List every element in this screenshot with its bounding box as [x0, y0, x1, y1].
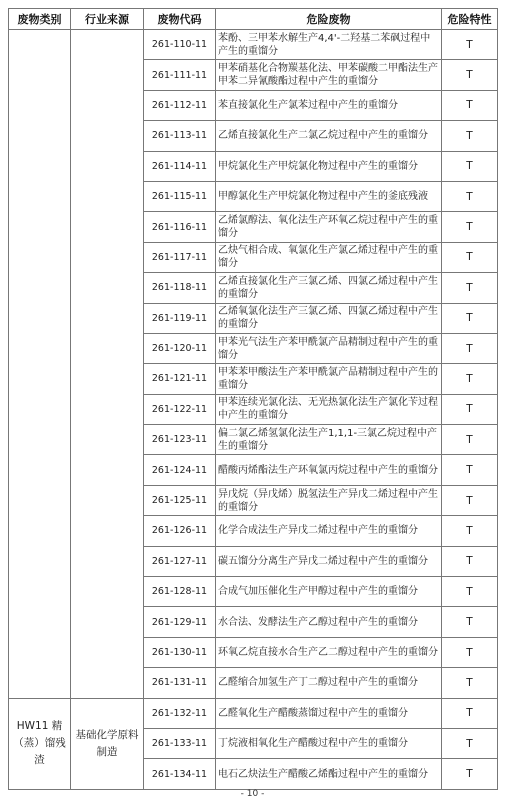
- waste-code: 261-118-11: [144, 273, 216, 303]
- hazard-characteristic: T: [442, 273, 498, 303]
- waste-code: 261-114-11: [144, 151, 216, 181]
- waste-code: 261-111-11: [144, 60, 216, 90]
- waste-description: 偏二氯乙烯氢氯化法生产1,1,1-三氯乙烷过程中产生的重馏分: [216, 425, 442, 455]
- source-label: 基础化学原料制造: [75, 728, 139, 758]
- hazard-characteristic: T: [442, 303, 498, 333]
- source-cell-empty: [71, 30, 144, 699]
- hazard-characteristic: T: [442, 60, 498, 90]
- hazard-characteristic: T: [442, 516, 498, 546]
- waste-description: 甲醇氯化生产甲烷氯化物过程中产生的釜底残液: [216, 181, 442, 211]
- waste-description: 苯酚、三甲苯水解生产4,4'-二羟基二苯砜过程中产生的重馏分: [216, 30, 442, 60]
- table-row: [9, 30, 498, 60]
- hazard-characteristic: T: [442, 637, 498, 667]
- waste-description: 乙烯氯醇法、氧化法生产环氧乙烷过程中产生的重馏分: [216, 212, 442, 242]
- hazard-characteristic: T: [442, 607, 498, 637]
- hazard-characteristic: T: [442, 577, 498, 607]
- waste-code: 261-132-11: [144, 698, 216, 728]
- waste-code: 261-124-11: [144, 455, 216, 485]
- hazard-characteristic: T: [442, 151, 498, 181]
- waste-code: 261-134-11: [144, 759, 216, 789]
- waste-description: 异戊烷（异戊烯）脱氢法生产异戊二烯过程中产生的重馏分: [216, 485, 442, 515]
- waste-code: 261-115-11: [144, 181, 216, 211]
- waste-description: 乙醛氧化生产醋酸蒸馏过程中产生的重馏分: [216, 698, 442, 728]
- waste-code: 261-117-11: [144, 242, 216, 272]
- waste-description: 乙烯氧氯化法生产三氯乙烯、四氯乙烯过程中产生的重馏分: [216, 303, 442, 333]
- waste-code: 261-129-11: [144, 607, 216, 637]
- header-source: 行业来源: [71, 9, 144, 30]
- waste-description: 甲苯苯甲酸法生产苯甲酰氯产品精制过程中产生的重馏分: [216, 364, 442, 394]
- waste-code: 261-122-11: [144, 394, 216, 424]
- category-cell: [9, 698, 71, 789]
- waste-description: 丁烷液相氧化生产醋酸过程中产生的重馏分: [216, 728, 442, 758]
- waste-description: 乙烯直接氯化生产二氯乙烷过程中产生的重馏分: [216, 121, 442, 151]
- waste-code: 261-123-11: [144, 425, 216, 455]
- table-row: [9, 698, 498, 728]
- waste-description: 甲烷氯化生产甲烷氯化物过程中产生的重馏分: [216, 151, 442, 181]
- hazard-characteristic: T: [442, 212, 498, 242]
- header-code: 废物代码: [144, 9, 216, 30]
- hazard-characteristic: T: [442, 546, 498, 576]
- waste-description: 甲苯连续光氯化法、无光热氯化法生产氯化苄过程中产生的重馏分: [216, 394, 442, 424]
- waste-code: 261-127-11: [144, 546, 216, 576]
- waste-code: 261-128-11: [144, 577, 216, 607]
- page-number: - 10 -: [240, 789, 265, 799]
- waste-description: 乙烯直接氯化生产三氯乙烯、四氯乙烯过程中产生的重馏分: [216, 273, 442, 303]
- waste-description: 苯直接氯化生产氯苯过程中产生的重馏分: [216, 90, 442, 120]
- table-header-row: [9, 9, 498, 30]
- hazard-characteristic: T: [442, 181, 498, 211]
- hazard-characteristic: T: [442, 668, 498, 698]
- waste-code: 261-119-11: [144, 303, 216, 333]
- waste-code: 261-125-11: [144, 485, 216, 515]
- waste-code: 261-130-11: [144, 637, 216, 667]
- hazard-characteristic: T: [442, 364, 498, 394]
- waste-code: 261-121-11: [144, 364, 216, 394]
- hazard-characteristic: T: [442, 394, 498, 424]
- hazard-characteristic: T: [442, 698, 498, 728]
- waste-description: 合成气加压催化生产甲醇过程中产生的重馏分: [216, 577, 442, 607]
- waste-code: 261-112-11: [144, 90, 216, 120]
- hazard-characteristic: T: [442, 90, 498, 120]
- document-page: [8, 8, 497, 790]
- waste-description: 甲苯光气法生产苯甲酰氯产品精制过程中产生的重馏分: [216, 333, 442, 363]
- source-cell: [71, 698, 144, 789]
- waste-description: 乙醛缩合加氢生产丁二醇过程中产生的重馏分: [216, 668, 442, 698]
- waste-code: 261-113-11: [144, 121, 216, 151]
- waste-code: 261-133-11: [144, 728, 216, 758]
- header-hazard: 危险特性: [442, 9, 498, 30]
- category-label: HW11 精（蒸）馏残渣: [13, 720, 66, 767]
- waste-description: 化学合成法生产异戊二烯过程中产生的重馏分: [216, 516, 442, 546]
- category-cell-empty: [9, 30, 71, 699]
- header-waste: 危险废物: [216, 9, 442, 30]
- waste-code: 261-126-11: [144, 516, 216, 546]
- header-category: 废物类别: [9, 9, 71, 30]
- hazard-characteristic: T: [442, 242, 498, 272]
- waste-description: 环氧乙烷直接水合生产乙二醇过程中产生的重馏分: [216, 637, 442, 667]
- hazard-characteristic: T: [442, 455, 498, 485]
- waste-code: 261-120-11: [144, 333, 216, 363]
- waste-description: 碳五馏分分离生产异戊二烯过程中产生的重馏分: [216, 546, 442, 576]
- waste-description: 电石乙炔法生产醋酸乙烯酯过程中产生的重馏分: [216, 759, 442, 789]
- waste-code: 261-131-11: [144, 668, 216, 698]
- hazard-characteristic: T: [442, 728, 498, 758]
- hazardous-waste-table: [8, 8, 498, 790]
- waste-description: 醋酸丙烯酯法生产环氧氯丙烷过程中产生的重馏分: [216, 455, 442, 485]
- hazard-characteristic: T: [442, 121, 498, 151]
- table-body: [9, 30, 498, 790]
- waste-code: 261-116-11: [144, 212, 216, 242]
- hazard-characteristic: T: [442, 425, 498, 455]
- waste-code: 261-110-11: [144, 30, 216, 60]
- hazard-characteristic: T: [442, 485, 498, 515]
- waste-description: 甲苯硝基化合物羰基化法、甲苯碳酸二甲酯法生产甲苯二异氰酸酯过程中产生的重馏分: [216, 60, 442, 90]
- hazard-characteristic: T: [442, 30, 498, 60]
- waste-description: 水合法、发酵法生产乙醇过程中产生的重馏分: [216, 607, 442, 637]
- hazard-characteristic: T: [442, 759, 498, 789]
- hazard-characteristic: T: [442, 333, 498, 363]
- waste-description: 乙炔气相合成、氧氯化生产氯乙烯过程中产生的重馏分: [216, 242, 442, 272]
